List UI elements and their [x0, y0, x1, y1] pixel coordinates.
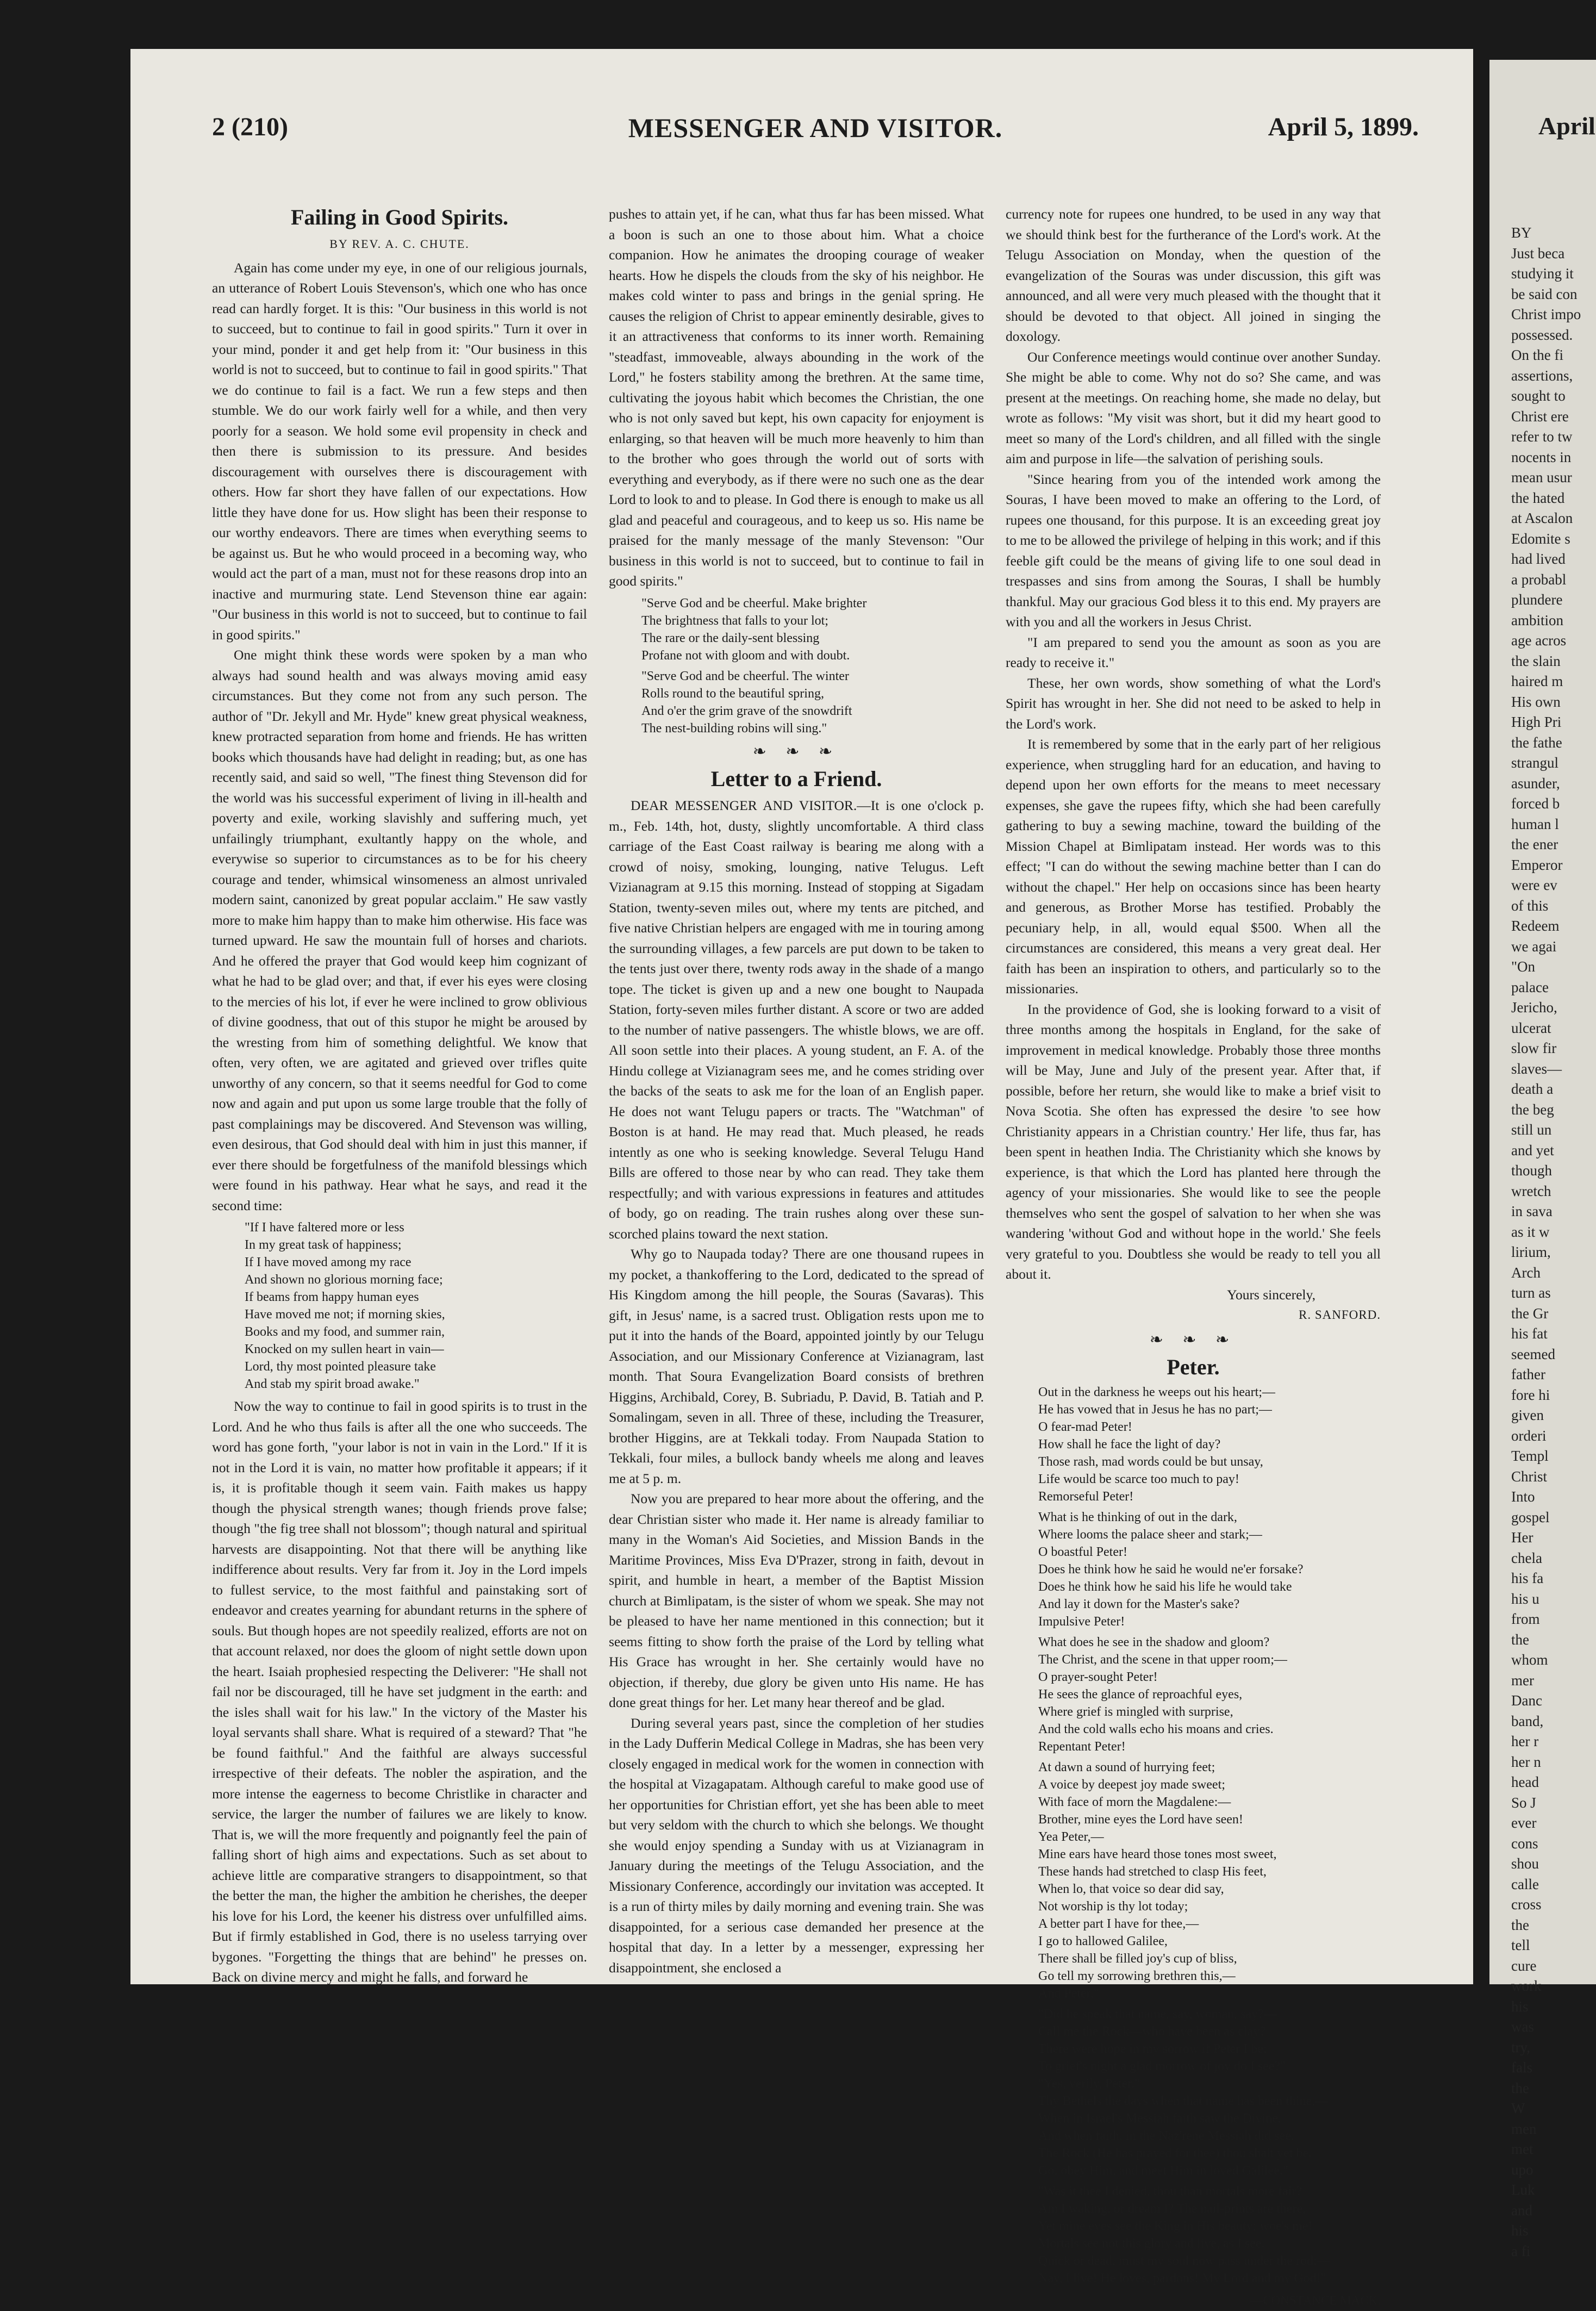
column-3 [1006, 204, 1381, 2311]
letter-paragraph: It is remembered by some that in the early part of her religious experience, when struggling hard for an education, and having to depend upon her own efforts for the means to meet necessary expenses, she gave the rupees fifty, which she had been carefully gathering to buy a sewing machine, toward the building of the Mission Chapel at Bimlipatam instead. Her words was to this effect; "I can do without the sewing machine better than I can do without the chapel." Her help on occasions since has been hearty and generous, as Brother Morse has testified. Probably the pecuniary help, in all, would equal $500. When all the circumstances are considered, this means a very great deal. Her faith has been an inspiration to others, and particularly so to the missionaries. [1006, 736, 1381, 996]
letter-signoff: Yours sincerely, [1227, 1286, 1316, 1303]
paper-name: MESSENGER AND VISITOR. [628, 113, 1003, 143]
column-2 [609, 204, 984, 1978]
letter-paragraph: currency note for rupees one hundred, to be used in any way that we should think best for the furtherance of the Lord's work. At the Telugu Association on Monday, when the question of the evangelization of the Souras was under discussion, this gift was announced, and all were very much pleased with the thought that it should be devoted to that object. All joined in singing the doxology. [1006, 206, 1381, 344]
quoted-poem: "If I have faltered more or less In my great task of happiness; If I have moved among my race And shown no glorious morning face; If beams from happy human eyes Have moved me not; if morning skies, Books and my food, and summer rain, Knocked on my sullen heart in vain— Lord, thy most pointed pleasure take And stab my spirit broad awake." [245, 1220, 445, 1391]
article-paragraph: Now the way to continue to fail in good spirits is to trust in the Lord. And he who thus fails is after all the one who succeeds. The word has gone forth, "your labor is not in vain in the Lord." If it is not in the Lord it is vain, no matter how profitable it appears; if it is, it is profitable though it seem vain. Faith makes us happy though the physical strength wanes; though friends prove false; though "the fig tree shall not blossom"; though natural and spiritual harvests are disappointing. Not that there will be anything like indifference about results. Very far from it. Joy in the Lord impels to fullest service, to the most faithful and painstaking sort of endeavor and creates yearning for abundant returns in the sphere of souls. But though hopes are not speedily realized, efforts are not on that account relaxed, nor does the gloom of night settle down upon the heart. Isaiah prophesied respecting the Deliverer: "He shall not fail nor be discouraged, till he have set judgment in the earth: and the isles shall wait for his law." In the victory of the Master his loyal servants shall share. What is required of a steward? That "he be found faithful." And the faithful are always successful irrespective of their defeats. The nobler the aspiration, and the more intense the eagerness to become Christlike in character and service, the larger the number of failures we are likely to know. That is, we will the more frequently and poignantly feel the pain of falling short of high aims and expectations. Such as set about to achieve little are comparative strangers to disappointment, so that the better the man, the higher the ambition he cherishes, the deeper his love for his Lord, the keener his distress over unfulfilled aims. But if firmly established in God, there is no useless tarrying over bygones. "Forgetting the things that are behind" he presses on. Back on divine mercy and might he falls, and forward he [212, 1398, 587, 1985]
letter-paragraph: "I am prepared to send you the amount as soon as you are ready to receive it." [1006, 634, 1381, 670]
section-ornament: ❧ ❧ ❧ [752, 742, 840, 761]
issue-date: April 5, 1899. [1268, 113, 1419, 141]
poem-stanza: Out in the darkness he weeps out his heart;— He has vowed that in Jesus he has no part;— O fear-mad Peter! How shall he face the light of day? Those rash, mad words could be but unsay, Life would be scarce too much to pay! Remorseful Peter! [1038, 1385, 1275, 1504]
newspaper-page [130, 49, 1473, 2307]
page-number: 2 (210) [212, 113, 288, 141]
letter-paragraph: During several years past, since the completion of her studies in the Lady Dufferin Medical College in Madras, she has been very closely engaged in medical work for the women in connection with the hospital at Vizagapatam. Although careful to make good use of her opportunities for Christian effort, yet she has been able to meet but very seldom with the church to which she belongs. We thought she would enjoy spending a Sunday with us at Vizianagram in January during the meetings of the Telugu Association, and the Missionary Conference, accordingly our invitation was accepted. It is a run of thirty miles by daily morning and evening train. She was disappointed, for a serious case demanded her presence at the hospital that day. In a letter by a messenger, expressing her disappointment, she enclosed a [609, 1715, 984, 1976]
article-byline: BY REV. A. C. CHUTE. [329, 237, 470, 251]
letter-paragraph: In the providence of God, she is looking forward to a visit of three months among the hospitals in England, for the sake of improvement in medical knowledge. Probably those three months will be May, June and July of the present year. After that, if possible, before her return, she would like to make a brief visit to Nova Scotia. She often has expressed the desire 'to see how Christianity appears in a Christian country.' Her life, thus far, has been spent in heathen India. The Christianity which she knows by experience, is that which the Lord has planted here through the agency of your missionaries. She would like to see the people themselves who sent the gospel of salvation to her when she was wandering 'without God and without hope in the world.' She feels very grateful to you. Doubtless she would be ready to tell you all about it. [1006, 1001, 1381, 1282]
adjacent-page-fragment [1489, 60, 1596, 2259]
letter-paragraph: Why go to Naupada today? There are one thousand rupees in my pocket, a thankoffering to the Lord, dedicated to the spread of His Kingdom among the hill people, the Souras (Savaras). This gift, in Jesus' name, is a sacred trust. Obligation rests upon me to put it into the hands of the Board, appointed jointly by our Telugu Association, and our Missionary Conference at Vizianagram, last month. That Soura Evangelization Board consists of brethren Higgins, Archibald, Corey, B. Subriadu, P. David, B. Tatiah and P. Somalingam, seven in all. Three of these, including the Treasurer, brother Higgins, are at Tekkali today. From Naupada Station to Tekkali, four miles, a bullock bandy wheels me along and leaves me at 5 p. m. [609, 1246, 984, 1486]
poem-stanza: "Was it thee I denied, thou than mortals more fair? Am I waking, or dream I? The nail-prints are there, Yet mine eyes see the King in His beauty; woe's me! Mortals see not this glory and live, as I see. Quick or dead, must my soul now pass under the rod;— Nay, I live! He loves, pardons! My Lord and my God!" [1038, 2184, 1330, 2285]
poem-stanza: At dawn a sound of hurrying feet; A voice by deepest joy made sweet; With face of morn the Magdalene:— Brother, mine eyes the Lord have seen! Yea Peter,— Mine ears have heard those tones most sweet, These hands had stretched to clasp His feet, When lo, that voice so dear did say, Not worship is thy lot today; A better part I have for thee,— I go to hallowed Galilee, There shall be filled joy's cup of bliss, Go tell my sorrowing brethren this,— And Peter," [1038, 1760, 1277, 2001]
adjacent-page-text: BY Just beca studying it be said con Christ impo possessed. On the fi assertions, sought to Christ ere refer to tw nocents in mean usur the hated at Ascalon Edomite s had lived a probabl plundere ambition age acros the slain haired m His own High Pri the fathe strangul asunder, forced b human l the ener Emperor were ev of this Redeem we agai "On palace Jericho, ulcerat slow fir slaves— death a the beg still un and yet though wretch in sava as it w lirium, Arch turn as the Gr his fat seemed father fore hi given orderi Templ Christ Into gospel Her chela his fa his u from the whom mer Danc band, her r her n head So J ever cons shou calle cross the tell cure work his was try, fals the W men met upo Luk and his a fi [1511, 225, 1581, 2259]
quoted-poem: "Serve God and be cheerful. Make brighter The brightness that falls to your lot; The rare or the daily-sent blessing Profane not with gloom and with doubt. [641, 596, 867, 663]
adjacent-page-date: April [1538, 112, 1595, 140]
letter-paragraph: DEAR MESSENGER AND VISITOR.—It is one o'clock p. m., Feb. 14th, hot, dusty, slightly uncomfortable. A third class carriage of the East Coast railway is bearing me along with a crowd of noisy, smoking, lounging, native Telugus. Left Vizianagram at 9.15 this morning. Instead of stopping at Sigadam Station, twenty-seven miles out, where my tents are pitched, and five native Christian helpers are engaged with me in touring among the surrounding villages, a few parcels are put down to be taken to the tents just over there, twenty rods away in the shade of a mango tope. The ticket is given up and a new one bought to Naupada Station, forty-seven miles further distant. A score or two are added to the number of native passengers. The whistle blows, we are off. All soon settle into their places. A young student, an F. A. of the Hindu college at Vizianagram sees me, and he comes striding over the backs of the seats to ask me for the loan of an English paper. He does not want Telugu papers or tracts. The "Watchman" of Boston is at hand. He may read that. Much pleased, he reads intently as one who is seeking knowledge. Several Telugu Hand Bills are offered to those near by who can read. They take them respectfully; and with various expressions in features and attitudes of body, go on reading. The train rushes along over these sun-scorched plains toward the next station. [609, 798, 984, 1242]
poem-title: Peter. [1167, 1355, 1220, 1379]
letter-paragraph: These, her own words, show something of what the Lord's Spirit has wrought in her. She did not need to be asked to help in the Lord's work. [1006, 675, 1381, 732]
column-1 [212, 201, 587, 1988]
letter-title: Letter to a Friend. [710, 767, 882, 791]
article-title: Failing in Good Spirits. [290, 205, 509, 229]
masthead [212, 112, 1419, 150]
poem-stanza: "Did he speak that name, say, woman, say?— Call me the Rock—who have been as clay? There were hope in my sorrow if Peter I be; To grief's night a glad morrow of joy do I see?" "Yes, verily, Peter." Thy Bethels the days when that name has been thine,— When in Israel's Messiah faith saw the Divine, And when faith, in the Naz'rene Messiah did see, The Rock (He has prayed for thee) thou shalt yet be. Go, obey Him, and meet Him in loved Galilee." [1038, 2007, 1329, 2178]
letter-paragraph: Our Conference meetings would continue over another Sunday. She might be able to come. Why not do so? She came, and was present at the meetings. On reaching home, she made no delay, but wrote as follows: "My visit was short, but it did my heart good to meet so many of the Lord's children, and all filled with the single aim and purpose in life—the salvation of perishing souls. [1006, 348, 1381, 466]
section-ornament: ❧ ❧ ❧ [1149, 1330, 1237, 1349]
article-paragraph: pushes to attain yet, if he can, what thus far has been missed. What a boon is such an one to those about him. What a choice companion. How he animates the drooping courage of weaker hearts. How he dispels the clouds from the sky of his neighbor. He makes cold winter to pass and brings in the genial spring. He causes the religion of Christ to appear eminently desirable, gives to it an attractiveness that conforms to its inner worth. Remaining "steadfast, immoveable, always abounding in the work of the Lord," he fosters stability among the brethren. At the same time, cultivating the joyous habit which becomes the Christian, the one who is not only saved but kept, his own capacity for enjoyment is enlarging, so that heaven will be much more heavenly to him than to the brother who goes through the world out of sorts with everything and everybody, as if there were no such one as the dear Lord to look to and to please. In God there is enough to make us all glad and peaceful and courageous, and to keep us so. His name be praised for the manly message of the manly Stevenson: "Our business in this world is not to succeed, but to continue to fail in good spirits." [609, 206, 984, 589]
article-paragraph: One might think these words were spoken by a man who always had sound health and was always moving amid easy circumstances. But they come not from any such person. The author of "Dr. Jekyll and Mr. Hyde" knew great physical weakness, knew protracted separation from home and friends. He has written books which thousands have had delight in reading; but, as one has recently said, and said so well, "The finest thing Stevenson did for the world was his successful experiment of living in ill-health and poverty and exile, working slavishly and suffering much, yet unfailingly triumphant, exultantly happy on the whole, and everywise so superior to circumstances as to be for his cheery courage and tender, whimsical winsomeness an almost unrivaled modern saint, canonized by great popular acclaim." He saw vastly more to make him happy than to make him otherwise. His face was turned upward. He saw the mountain full of horses and chariots. And he offered the prayer that God would keep him cognizant of what he had to be glad over; and that, if ever his eyes were closing to the mercies of his lot, if ever he were inclined to grow oblivious of divine goodness, that out of this stupor he might be aroused by the wresting from him of something delightful. We know that often, very often, we are agitated and grieved over trifles quite unworthy of any concern, so that it seems needful for God to come now and again and put upon us some large trouble that the folly of past complainings may be discovered. And Stevenson was willing, even desirous, that God should deal with him in just this manner, if ever there should be forgetfulness of the manifold blessings which were found in his pathway. Hear what he says, and read it the second time: [212, 647, 587, 1213]
letter-paragraph: "Since hearing from you of the intended work among the Souras, I have been moved to make an offering to the Lord, of rupees one thousand, for this purpose. It is an exceeding great joy to me to be allowed the privilege of helping in this work; and if this feeble gift could be the means of giving life to one soul dead in trespasses and sins from among the Souras, I shall be humbly thankful. May our gracious God bless it to this end. My prayers are with you and all the workers in Jesus Christ. [1006, 471, 1381, 630]
poem-stanza: What does he see in the shadow and gloom? The Christ, and the scene in that upper room;— O prayer-sought Peter! He sees the glance of reproachful eyes, Where grief is mingled with surprise, And the cold walls echo his moans and cries. Repentant Peter! [1038, 1635, 1287, 1754]
poem-attribution: —CONSTANCE MACK. [1250, 2294, 1381, 2307]
letter-signature: R. SANFORD. [1299, 1308, 1381, 1322]
quoted-poem: "Serve God and be cheerful. The winter Rolls round to the beautiful spring, And o'er the grim grave of the snowdrift The nest-building robins will sing." [641, 669, 852, 736]
article-paragraph: Again has come under my eye, in one of our religious journals, an utterance of Robert Louis Stevenson's, which one who has once read can hardly forget. It is this: "Our business in this world is not to succeed, but to continue to fail in good spirits." Turn it over in your mind, ponder it and get help from it: "Our business in this world is not to succeed, but to continue to fail in good spirits." That we do continue to fail is a fact. We run a few steps and then stumble. We do our work fairly well for a while, and then very poorly for a season. We hold some evil propensity in check and then there is submission to its pressure. And besides discouragement with ourselves there is discouragement with others. How far short they have fallen of our expectations. How little they have done for us. How slight has been their response to our worthy endeavors. There are times when everything seems to be against us. But he who would proceed in a becoming way, who would act the part of a man, must not for these reasons drop into an inactive and murmuring state. Lend Stevenson thine ear again: "Our business in this world is not to succeed, but to continue to fail in good spirits." [212, 259, 587, 643]
poem-stanza: What is he thinking of out in the dark, Where looms the palace sheer and stark;— O boastful Peter! Does he think how he said he would ne'er forsake? Does he think how he said his life he would take And lay it down for the Master's sake? Impulsive Peter! [1038, 1510, 1304, 1629]
letter-paragraph: Now you are prepared to hear more about the offering, and the dear Christian sister who made it. Her name is already familiar to many in the Woman's Aid Societies, and Mission Bands in the Maritime Provinces, Miss Eva D'Prazer, strong in faith, devout in spirit, and humble in heart, a member of the Baptist Mission church at Bimlipatam, is the sister of whom we speak. She may not be pleased to have her name mentioned in this connection; but it seems fitting to show forth the praise of the Lord by telling what His Grace has wrought in her. She certainly would have no objection, if thereby, due glory be given unto His name. He has done great things for her. Let many hear thereof and be glad. [609, 1491, 984, 1710]
